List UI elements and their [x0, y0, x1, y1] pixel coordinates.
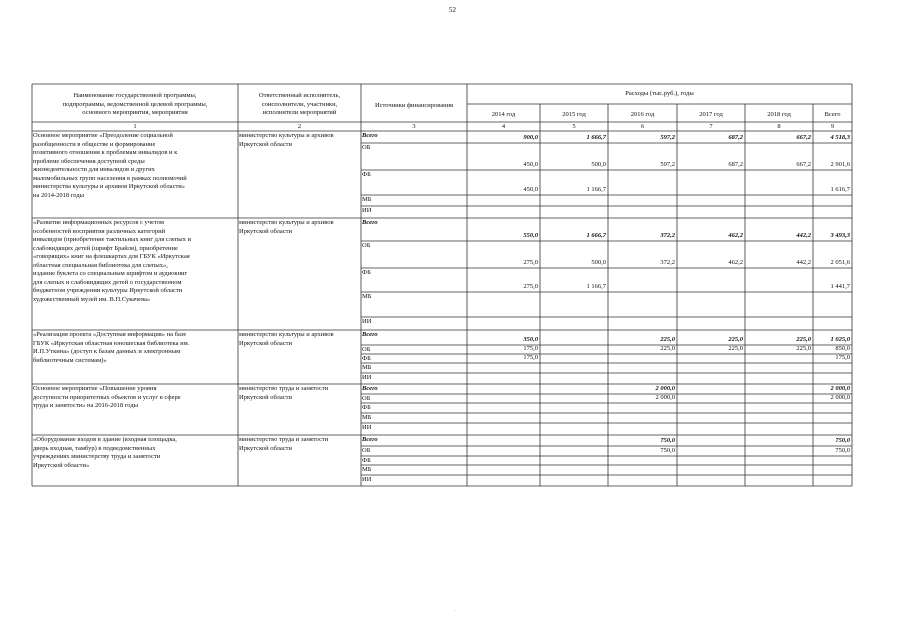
amount-cell: 1 666,7	[586, 232, 606, 239]
amount-cell: 2 051,6	[830, 259, 850, 266]
program-name-cell-line: на 2014-2018 годы	[33, 191, 85, 199]
header-name-column-line: основного мероприятия, мероприятия	[82, 109, 188, 116]
amount-cell: 2 000,0	[830, 394, 850, 401]
program-name-cell-line: труда и занятости» на 2016-2018 годы	[33, 402, 139, 409]
funding-source-label: Всего	[362, 436, 378, 443]
amount-cell: 1 166,7	[586, 186, 606, 193]
program-name-cell-line: учреждениях министерству труда и занятости	[33, 453, 161, 460]
header-expenses: Расходы (тыс.руб.), годы	[625, 90, 694, 97]
executor-cell-line: министерство культуры и архивов	[239, 219, 334, 226]
header-column-number: 7	[709, 123, 713, 130]
program-name-cell-line: жизнедеятельности для инвалидов и других	[33, 166, 155, 173]
funding-source-label: Всего	[362, 331, 378, 338]
program-name-cell-line: «Развитие информационных ресурсов с учетом	[33, 219, 164, 226]
amount-cell: 442,2	[796, 259, 811, 266]
scan-mark: .	[455, 607, 457, 613]
program-name-cell-line: Основное мероприятие «Преодоление социальной	[33, 132, 173, 139]
funding-source-label: МБ	[362, 466, 372, 473]
amount-cell: 750,0	[835, 437, 850, 444]
program-name-cell	[33, 132, 237, 200]
funding-source-label: ИИ	[362, 476, 372, 483]
header-column-number: 5	[572, 123, 576, 130]
amount-cell: 550,0	[523, 232, 538, 239]
amount-cell: 450,0	[523, 161, 538, 168]
program-name-cell-line: маломобильных групп населения в рамках полномочий	[33, 174, 187, 182]
header-name-column-line: Наименование государственной программы,	[73, 92, 197, 99]
program-name-cell-line: дверь входная, тамбур) в подведомственных	[33, 444, 156, 452]
executor-cell-line: Иркутской области	[239, 227, 292, 235]
amount-cell: 4 518,3	[830, 134, 850, 141]
header-executor-column-line: исполнители мероприятий	[262, 109, 337, 116]
funding-source-label: ФБ	[362, 404, 371, 411]
amount-cell: 225,0	[796, 336, 811, 343]
executor-cell	[239, 132, 360, 149]
funding-source-label: ФБ	[362, 457, 371, 464]
amount-cell: 667,2	[796, 161, 811, 168]
header-column-number: 6	[640, 123, 645, 130]
program-name-cell-line: издание буклета со специальным шрифтом и аудиокниг	[33, 270, 188, 277]
header-column-number: 1	[133, 123, 137, 130]
header-year: 2015 год	[562, 111, 586, 118]
executor-cell	[239, 385, 360, 402]
amount-cell: 275,0	[523, 259, 538, 266]
funding-source-label: ОБ	[362, 144, 371, 151]
amount-cell: 225,0	[660, 336, 675, 343]
header-source-column: Источники финансирования	[374, 102, 454, 109]
amount-cell: 462,2	[728, 259, 743, 266]
header-year: Всего	[824, 111, 841, 118]
header-column-number: 2	[297, 123, 302, 130]
header-column-number: 3	[412, 123, 416, 130]
header-column-number: 9	[830, 123, 835, 130]
amount-cell: 667,2	[796, 134, 811, 141]
header-year: 2017 год	[699, 111, 723, 118]
funding-source-label: ИИ	[362, 207, 372, 214]
amount-cell: 450,0	[523, 186, 538, 193]
executor-cell-line: Иркутской области	[239, 444, 292, 452]
amount-cell: 225,0	[660, 345, 675, 352]
amount-cell: 1 025,0	[830, 336, 850, 343]
program-name-cell-line: инвалидов (приобретение тактильных книг для слепых и	[33, 236, 192, 243]
funding-source-label: ИИ	[362, 424, 372, 431]
amount-cell: 1 166,7	[586, 283, 606, 290]
executor-cell	[239, 219, 360, 236]
program-name-cell-line: Основное мероприятие «Повышение уровня	[33, 385, 157, 392]
header-year: 2014 год	[491, 111, 516, 118]
header-column-number: 4	[501, 123, 506, 130]
program-name-cell-line: особенностей восприятия различных категорий	[33, 227, 166, 235]
program-name-cell	[33, 331, 237, 365]
amount-cell: 225,0	[728, 345, 743, 352]
amount-cell: 597,2	[660, 161, 675, 168]
amount-cell: 175,0	[523, 354, 538, 361]
funding-source-label: МБ	[362, 293, 372, 300]
amount-cell: 900,0	[523, 134, 538, 141]
executor-cell-line: Иркутской области	[239, 393, 292, 401]
program-name-cell-line: «Реализация проекта «Доступная информация» на базе	[33, 331, 187, 338]
amount-cell: 372,2	[660, 259, 675, 266]
header-name-column-line: подпрограммы, ведомственной целевой программы,	[62, 100, 208, 108]
funding-source-label: МБ	[362, 364, 372, 371]
header-executor-column	[238, 92, 361, 118]
funding-source-label: ОБ	[362, 346, 371, 353]
funding-source-label: ФБ	[362, 355, 371, 362]
funding-source-label: ФБ	[362, 269, 371, 276]
amount-cell: 1 441,7	[830, 283, 850, 290]
amount-cell: 2 000,0	[655, 394, 675, 401]
funding-source-label: Всего	[362, 219, 378, 226]
amount-cell: 1 666,7	[586, 134, 606, 141]
executor-cell-line: Иркутской области	[239, 339, 292, 347]
program-name-cell-line: проблеме обеспечения доступной среды	[33, 157, 145, 165]
program-name-cell-line: для слепых и слабовидящих детей о государственном	[33, 278, 182, 286]
program-name-cell-line: слабовидящих детей (шрифт Брайля), приобретение	[33, 244, 178, 252]
amount-cell: 3 493,3	[830, 232, 850, 239]
executor-cell-line: министерство труда и занятости	[239, 385, 329, 392]
amount-cell: 225,0	[728, 336, 743, 343]
amount-cell: 500,0	[591, 259, 606, 266]
amount-cell: 687,2	[728, 134, 743, 141]
executor-cell-line: министерство культуры и архивов	[239, 132, 334, 139]
funding-source-label: Всего	[362, 132, 378, 139]
funding-source-label: ИИ	[362, 318, 372, 325]
amount-cell: 2 000,0	[655, 385, 675, 392]
header-executor-column-line: Ответственный исполнитель,	[258, 92, 341, 99]
amount-cell: 372,2	[660, 232, 675, 239]
amount-cell: 1 616,7	[830, 186, 850, 193]
funding-source-label: МБ	[362, 196, 372, 203]
program-name-cell	[33, 436, 237, 470]
program-name-cell-line: И.П.Уткина» (доступ к базам данных и электронным	[33, 348, 181, 355]
funding-source-label: ИИ	[362, 374, 372, 381]
program-name-cell	[33, 385, 237, 411]
amount-cell: 750,0	[660, 447, 675, 454]
page-number: 52	[449, 6, 456, 14]
amount-cell: 2 000,0	[830, 385, 850, 392]
amount-cell: 225,0	[796, 345, 811, 352]
amount-cell: 350,0	[523, 336, 538, 343]
amount-cell: 442,2	[796, 232, 811, 239]
amount-cell: 175,0	[523, 345, 538, 352]
program-name-cell-line: «говорящих» книг на флешкартах для ГБУК «Иркутская	[33, 253, 190, 260]
amount-cell: 275,0	[523, 283, 538, 290]
executor-cell	[239, 331, 360, 348]
program-name-cell-line: министерства культуры и архивов Иркутской области»	[33, 183, 186, 190]
funding-source-label: ОБ	[362, 395, 371, 402]
executor-cell-line: министерство труда и занятости	[239, 436, 329, 443]
program-name-cell	[33, 219, 237, 304]
amount-cell: 750,0	[835, 447, 850, 454]
funding-source-label: МБ	[362, 414, 372, 421]
funding-source-label: ФБ	[362, 171, 371, 178]
amount-cell: 597,2	[660, 134, 675, 141]
amount-cell: 500,0	[591, 161, 606, 168]
executor-cell	[239, 436, 360, 453]
funding-source-label: Всего	[362, 385, 378, 392]
amount-cell: 175,0	[835, 354, 850, 361]
executor-cell-line: министерство культуры и архивов	[239, 331, 334, 338]
program-name-cell-line: ГБУК «Иркутская областная юношеская библиотека им.	[33, 339, 190, 347]
amount-cell: 687,2	[728, 161, 743, 168]
header-column-number: 8	[777, 123, 781, 130]
program-name-cell-line: «Оборудование входов в здание (входная площадка,	[33, 436, 177, 443]
amount-cell: 2 901,6	[830, 161, 850, 168]
header-year: 2018 год	[767, 111, 791, 118]
program-name-cell-line: областная специальная библиотека для слепых»,	[33, 261, 168, 269]
header-year: 2016 год	[630, 111, 655, 118]
executor-cell-line: Иркутской области	[239, 140, 292, 148]
program-name-cell-line: разобщенности в обществе и формирование	[33, 140, 156, 148]
amount-cell: 850,0	[835, 345, 850, 352]
program-name-cell-line: позитивного отношения к проблемам инвалидов и к	[33, 149, 178, 156]
header-executor-column-line: соисполнители, участники,	[261, 100, 338, 108]
program-name-cell-line: бюджетном учреждении культуры Иркутской области	[33, 287, 183, 294]
header-name-column	[32, 92, 238, 118]
amount-cell: 462,2	[728, 232, 743, 239]
program-name-cell-line: художественный музей им. В.П.Сукачева»	[33, 295, 151, 303]
amount-cell: 750,0	[660, 437, 675, 444]
program-name-cell-line: доступности приоритетных объектов и услуг в сфере	[33, 393, 181, 401]
funding-source-label: ОБ	[362, 447, 371, 454]
program-name-cell-line: библиотечным системам)»	[33, 356, 107, 364]
program-name-cell-line: Иркутской области»	[33, 461, 90, 469]
funding-source-label: ОБ	[362, 242, 371, 249]
